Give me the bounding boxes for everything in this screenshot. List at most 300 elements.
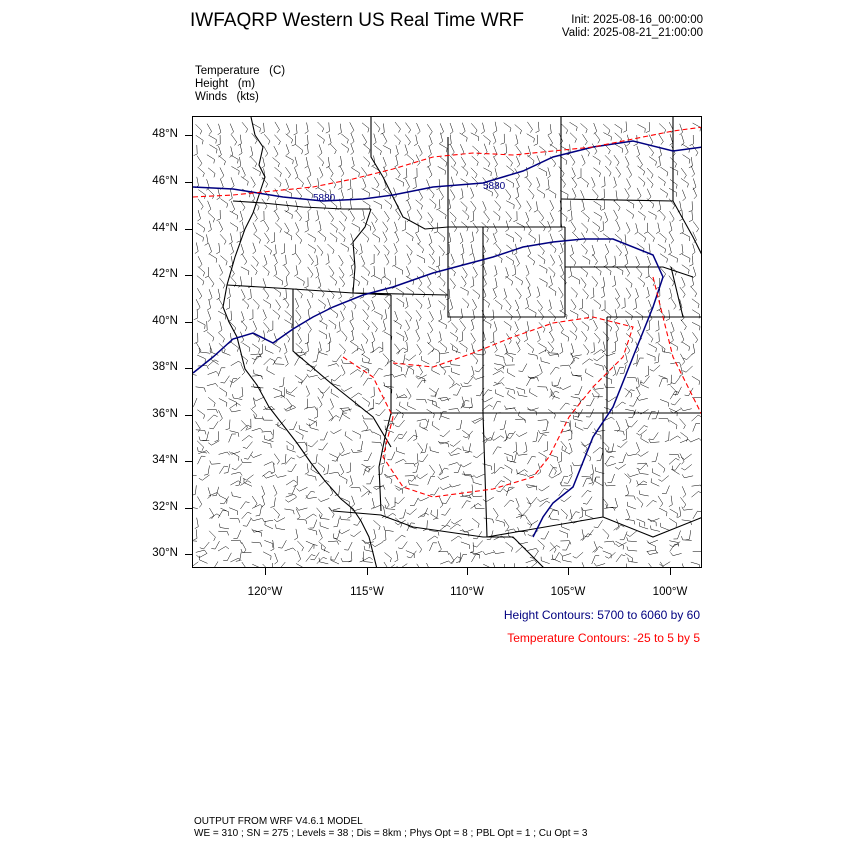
wind-barb — [439, 468, 448, 475]
wind-barb — [560, 343, 563, 354]
wind-barb — [440, 342, 447, 352]
wind-barb — [449, 452, 460, 455]
wind-barb — [384, 276, 391, 285]
wind-barb — [279, 377, 284, 387]
wind-barb — [284, 232, 292, 241]
wind-barb — [493, 383, 504, 386]
wind-barb — [341, 365, 345, 376]
wind-barb — [428, 476, 435, 484]
wind-barb — [406, 509, 416, 515]
wind-barb — [350, 299, 357, 309]
wind-barb — [506, 310, 513, 320]
wind-barb — [659, 419, 670, 423]
wind-barb — [693, 423, 700, 431]
wind-barb — [533, 432, 538, 442]
wind-barb — [269, 563, 273, 568]
wind-barb — [252, 564, 260, 568]
wind-barb — [495, 300, 502, 309]
wind-barb — [550, 311, 556, 321]
wind-barb — [648, 300, 651, 311]
wind-barb — [241, 289, 245, 300]
wind-barb — [405, 135, 410, 146]
wind-barb — [449, 409, 460, 413]
wind-barb — [418, 190, 422, 201]
wind-barb — [662, 348, 671, 354]
wind-barb — [504, 453, 513, 460]
wind-barb — [505, 267, 508, 278]
wind-barb — [658, 244, 666, 253]
wind-barb — [218, 510, 227, 518]
wind-barb — [671, 386, 677, 396]
wind-barb — [250, 146, 253, 157]
wind-barb — [651, 478, 659, 486]
wind-barb — [406, 287, 414, 296]
wind-barb — [337, 322, 341, 333]
wind-barb — [349, 476, 352, 487]
wind-barb — [575, 386, 582, 394]
wind-barb — [394, 243, 398, 254]
wind-barb — [450, 332, 457, 341]
wind-barb — [242, 542, 246, 553]
wind-barb — [493, 233, 496, 244]
wind-barb — [669, 518, 677, 527]
wind-barb — [554, 377, 561, 386]
wind-barb — [601, 177, 605, 188]
wind-barb — [627, 377, 637, 382]
wind-barb — [504, 288, 507, 299]
wind-barb — [603, 529, 609, 539]
wind-barb — [680, 124, 683, 135]
wind-barb — [308, 200, 311, 211]
wind-barb — [338, 179, 342, 190]
wind-barb — [330, 399, 334, 410]
wind-barb — [384, 245, 390, 255]
wind-barb — [262, 199, 267, 210]
wind-barb — [418, 288, 425, 298]
wind-barb — [328, 364, 339, 367]
wind-barb — [582, 256, 590, 265]
wind-barb — [603, 332, 609, 342]
wind-barb — [626, 485, 629, 496]
wind-barb — [294, 157, 297, 168]
wind-barb — [570, 331, 577, 341]
wind-barb — [253, 168, 261, 177]
wind-barb — [306, 421, 317, 426]
wind-barb — [543, 421, 549, 431]
wind-barb — [506, 201, 514, 209]
wind-barb — [439, 189, 444, 200]
wind-barb — [270, 498, 275, 508]
wind-barb — [429, 531, 439, 536]
wind-barb — [582, 134, 587, 145]
wind-barb — [197, 321, 205, 329]
wind-barb — [406, 367, 413, 376]
wind-barb — [232, 464, 242, 470]
wind-barb — [516, 498, 519, 509]
wind-barb — [592, 144, 597, 155]
wind-barb — [262, 416, 272, 420]
wind-barb — [427, 400, 436, 407]
wind-barb — [273, 508, 279, 518]
wind-barb — [352, 431, 360, 439]
wind-barb — [402, 221, 406, 232]
wind-barb — [449, 384, 460, 389]
wind-barb — [352, 223, 360, 231]
wind-barb — [462, 298, 469, 308]
lat-label-38: 38°N — [152, 361, 178, 373]
wind-barb — [541, 557, 550, 564]
wind-barb — [463, 446, 472, 452]
wind-barb — [351, 157, 354, 168]
wind-barb — [231, 201, 235, 212]
wind-barb — [211, 541, 219, 549]
wind-barb — [472, 146, 479, 156]
wind-barb — [397, 564, 408, 568]
wind-barb — [649, 157, 656, 166]
wind-barb — [317, 245, 323, 255]
wind-barb — [217, 189, 220, 200]
wind-barb — [626, 333, 633, 343]
wind-barb — [450, 524, 461, 529]
wind-barb — [262, 486, 265, 497]
wind-barb — [350, 369, 361, 374]
wind-barb — [220, 199, 227, 208]
wind-barb — [249, 309, 253, 320]
wind-barb — [316, 210, 319, 221]
lat-label-34: 34°N — [152, 454, 178, 466]
wind-barb — [496, 485, 505, 492]
wind-barb — [582, 491, 592, 498]
wind-barb — [460, 343, 467, 352]
wind-barb — [329, 266, 334, 277]
wind-barb — [625, 255, 628, 266]
wind-barb — [207, 155, 215, 164]
wind-barb — [461, 254, 464, 265]
wind-barb — [339, 255, 344, 266]
wind-barb — [264, 255, 267, 266]
wind-barb — [440, 486, 451, 490]
wind-barb — [656, 223, 659, 234]
wind-barb — [208, 213, 215, 223]
wind-barb — [483, 266, 486, 277]
wind-barb — [350, 321, 354, 332]
wind-barb — [484, 157, 490, 167]
wind-barb — [329, 320, 336, 329]
wind-barb — [242, 254, 247, 265]
wind-barb — [546, 179, 550, 190]
wind-barb — [428, 146, 431, 157]
wind-barb — [319, 558, 328, 564]
wind-barb — [582, 155, 586, 166]
wind-barb — [395, 266, 403, 274]
wind-barb — [453, 387, 461, 395]
wind-barb — [669, 408, 677, 416]
wind-barb — [359, 244, 362, 255]
wind-barb — [669, 288, 672, 299]
wind-barb — [432, 367, 440, 375]
wind-barb — [209, 514, 220, 519]
wind-barb — [207, 384, 218, 387]
wind-barb — [308, 267, 313, 278]
lon-label-110: 110°W — [450, 586, 484, 598]
wind-barb — [209, 421, 218, 429]
wind-barb — [361, 370, 370, 378]
wind-barb — [550, 464, 556, 474]
wind-barb — [493, 156, 497, 167]
wind-barb — [220, 168, 224, 179]
wind-barb — [494, 377, 504, 384]
wind-barb — [307, 475, 316, 481]
wind-barb — [230, 211, 238, 219]
wind-barb — [666, 310, 670, 321]
wind-barb — [553, 555, 561, 563]
wind-barb — [284, 266, 289, 277]
wind-barb — [311, 465, 319, 474]
wind-barb — [438, 350, 449, 354]
wind-barb — [562, 542, 570, 550]
wind-barb — [219, 321, 222, 332]
wind-barb — [605, 456, 614, 464]
wind-barb — [515, 125, 522, 135]
wind-barb — [230, 403, 241, 408]
wind-barb — [622, 564, 626, 568]
wind-barb — [648, 146, 654, 157]
wind-barb — [505, 221, 508, 232]
wind-barb — [573, 552, 583, 558]
wind-barb — [253, 256, 259, 266]
wind-barb — [382, 531, 386, 542]
wind-barb — [625, 311, 632, 320]
wind-barb — [372, 322, 378, 332]
wind-barb — [571, 287, 577, 297]
wind-barb — [540, 501, 550, 507]
wind-barb — [594, 201, 602, 210]
wind-barb — [370, 254, 374, 264]
wind-barb — [285, 355, 288, 366]
wind-barb — [208, 371, 219, 374]
wind-barb — [363, 486, 370, 496]
wind-barb — [537, 287, 540, 298]
wind-barb — [196, 421, 201, 432]
wind-barb — [584, 530, 593, 537]
wind-barb — [625, 409, 635, 415]
wind-barb — [350, 531, 361, 537]
wind-barb — [219, 156, 226, 166]
height-contour-south — [193, 239, 663, 537]
wind-barb — [637, 397, 648, 400]
wind-barb — [601, 277, 604, 288]
wind-barb — [320, 522, 329, 529]
wind-barb — [308, 545, 317, 552]
wind-barb — [253, 397, 264, 401]
wind-barb — [686, 530, 691, 540]
wind-barb — [473, 531, 482, 539]
wind-barb — [288, 464, 297, 472]
wind-barb — [451, 323, 457, 333]
wind-barb — [494, 265, 497, 276]
wind-barb — [527, 223, 532, 234]
wind-barb — [428, 333, 431, 344]
wind-barb — [528, 548, 539, 551]
wind-barb — [363, 178, 366, 189]
wind-barb — [318, 156, 324, 166]
wind-barb — [298, 551, 301, 562]
wind-barb — [628, 167, 632, 178]
wind-barb — [638, 211, 645, 220]
wind-barb — [648, 232, 655, 242]
wind-barb — [219, 265, 223, 276]
wind-barb — [526, 212, 529, 223]
wind-barb — [660, 399, 668, 406]
wind-barb — [263, 309, 267, 320]
wind-barb — [469, 398, 472, 409]
wind-barb — [462, 210, 469, 220]
wind-barb — [561, 124, 568, 134]
wind-barb — [275, 223, 281, 233]
wind-barb — [451, 368, 460, 375]
wind-barb — [539, 486, 550, 491]
wind-barb — [526, 265, 529, 276]
wind-barb — [196, 430, 206, 435]
wind-barb — [559, 255, 563, 266]
model-info-line: OUTPUT FROM WRF V4.6.1 MODEL — [194, 816, 363, 827]
wind-barb — [570, 245, 573, 256]
wind-barb — [208, 201, 211, 212]
wind-barb — [604, 541, 615, 545]
wind-barb — [659, 376, 668, 383]
wind-barb — [384, 299, 390, 309]
wind-barb — [638, 166, 645, 175]
wind-barb — [370, 342, 373, 353]
wind-barb — [681, 178, 688, 187]
wind-barb — [454, 464, 461, 472]
wind-barb — [583, 212, 590, 222]
wind-barb — [590, 464, 593, 475]
wind-barb — [459, 331, 463, 342]
wind-barb — [209, 145, 217, 154]
wind-barb — [503, 144, 507, 155]
wind-barb — [326, 122, 330, 133]
wind-barb — [473, 223, 478, 234]
wind-barb — [493, 371, 504, 375]
wind-barb — [275, 553, 278, 564]
wind-barb — [639, 470, 649, 475]
wind-barb — [612, 276, 616, 287]
wind-barb — [385, 553, 392, 563]
wind-barb — [570, 122, 578, 131]
wind-barb — [265, 521, 273, 529]
wind-barb — [317, 508, 323, 518]
wind-barb — [438, 301, 445, 311]
wind-barb — [548, 190, 556, 199]
wind-barb — [251, 265, 257, 275]
wind-barb — [462, 501, 471, 509]
wind-barb — [252, 428, 263, 431]
wind-barb — [339, 232, 346, 242]
wind-barb — [670, 179, 677, 188]
wind-barb — [242, 343, 250, 352]
wind-barb — [569, 465, 572, 476]
wind-barb — [526, 277, 530, 288]
wind-barb — [473, 290, 480, 299]
wind-barb — [286, 480, 297, 485]
wind-barb — [591, 342, 595, 353]
wind-barb — [416, 376, 425, 383]
wind-barb — [383, 232, 387, 243]
wind-barb — [369, 399, 373, 409]
wind-barb — [318, 277, 321, 288]
wind-barb — [406, 232, 413, 241]
wind-barb — [210, 461, 221, 465]
wind-barb — [328, 541, 339, 545]
wind-barb — [306, 211, 310, 222]
lat-tick — [185, 275, 192, 276]
wind-barb — [571, 397, 581, 403]
wind-barb — [528, 309, 536, 317]
wind-barb — [442, 496, 451, 504]
wind-barb — [361, 344, 364, 355]
wind-barb — [552, 382, 561, 389]
wind-barb — [692, 332, 697, 343]
wind-barb — [693, 188, 697, 199]
wind-barb — [668, 244, 671, 255]
wind-barb — [658, 463, 665, 473]
wind-barb — [669, 199, 675, 210]
wind-barb — [671, 377, 680, 384]
wind-barb — [541, 357, 550, 363]
wind-barb — [657, 157, 661, 168]
wind-barb — [493, 402, 501, 410]
wind-barb — [427, 536, 438, 541]
wind-barb — [625, 156, 629, 167]
lat-tick — [185, 554, 192, 555]
wind-barb — [450, 278, 456, 289]
wind-barb — [261, 123, 265, 134]
wind-barb — [362, 123, 369, 133]
wind-barb — [569, 211, 573, 222]
wind-barb — [626, 531, 637, 537]
wind-barb — [526, 474, 537, 477]
wind-barb — [518, 391, 528, 397]
wind-barb — [263, 475, 274, 478]
wind-barb — [430, 488, 439, 496]
wind-barb — [387, 452, 395, 460]
wind-barb — [592, 245, 595, 256]
wind-barb — [197, 410, 204, 419]
wind-barb — [320, 432, 328, 440]
wind-barb — [328, 134, 331, 145]
wind-barb — [636, 267, 642, 277]
wind-barb — [253, 223, 257, 234]
wind-barb — [439, 245, 445, 255]
wind-barb — [416, 155, 420, 166]
wind-barb — [493, 133, 496, 144]
wind-barb — [207, 299, 210, 310]
wind-barb — [550, 546, 560, 552]
wind-barb — [362, 430, 373, 433]
wind-barb — [506, 431, 515, 438]
wind-barb — [385, 200, 392, 209]
wind-barb — [581, 123, 588, 133]
wind-barb — [544, 441, 548, 451]
wind-barb — [571, 343, 574, 354]
map-canvas — [193, 117, 702, 568]
wind-barb — [372, 300, 375, 311]
wind-barb — [315, 255, 319, 266]
height-label-east: 5880 — [483, 181, 506, 192]
wind-barb — [622, 298, 626, 309]
wind-barb — [625, 188, 630, 199]
